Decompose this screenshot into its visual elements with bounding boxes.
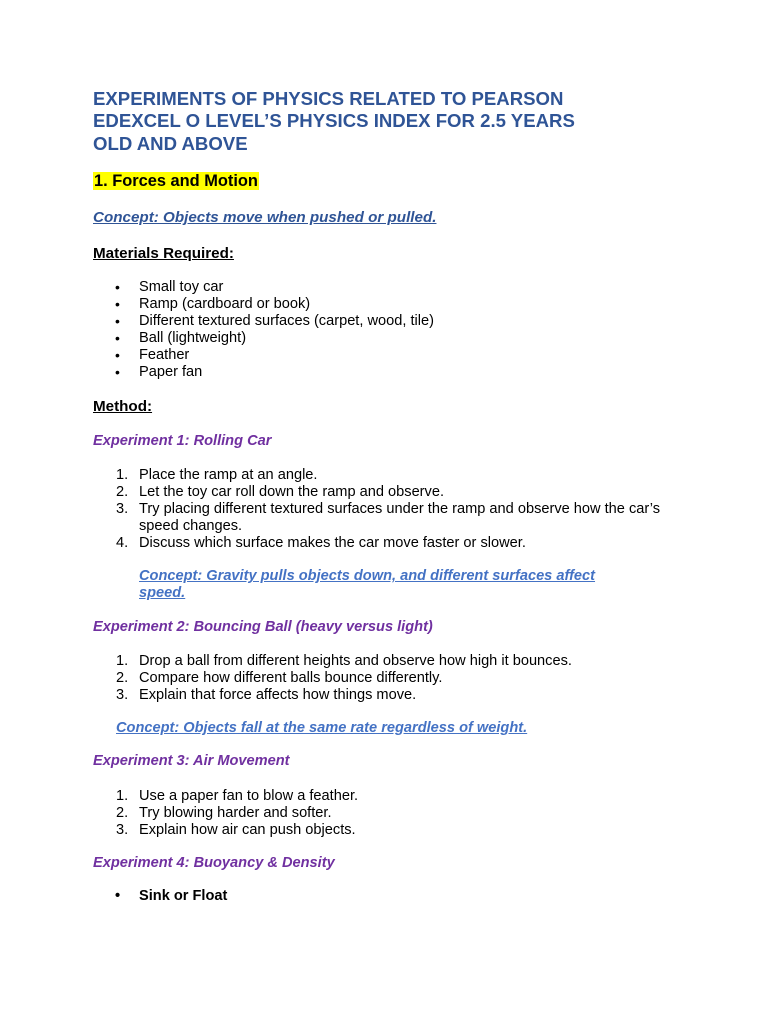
step-text: Discuss which surface makes the car move faster or slower. [139,534,526,551]
step-number: 1. [116,653,129,669]
experiment-1-steps [93,467,673,552]
step-text: Drop a ball from different heights and observe how high it bounces. [139,653,572,669]
step-number: 2. [116,804,129,821]
list-item [93,313,434,330]
step-number: 4. [116,534,129,551]
document-title-line-1: EXPERIMENTS OF PHYSICS RELATED TO PEARSON [93,88,564,109]
step-number: 2. [116,483,129,500]
step-number: 3. [116,500,129,517]
list-item [93,347,434,364]
step-number: 1. [116,788,129,804]
step-item [93,687,673,704]
section-heading-highlight: 1. Forces and Motion [94,172,258,190]
step-text: Try blowing harder and softer. [139,804,332,821]
experiment-2-title: Experiment 2: Bouncing Ball (heavy versus light) [93,619,433,635]
experiment-2-concept: Concept: Objects fall at the same rate regardless of weight. [116,720,528,736]
step-text: Try placing different textured surfaces under the ramp and observe how the car’s speed changes. [139,500,661,534]
document-title-line-3: OLD AND ABOVE [93,132,248,154]
bullet-icon: • [115,312,120,329]
document-title [93,88,693,155]
step-number: 2. [116,669,129,686]
step-item [93,467,673,484]
experiment-3-steps [93,788,673,839]
step-item [93,822,673,839]
section-concept: Concept: Objects move when pushed or pulled. [93,209,437,226]
list-item [93,296,434,313]
list-item-text: Ball (lightweight) [139,329,247,346]
step-text: Place the ramp at an angle. [139,467,318,483]
experiment-2-steps [93,653,673,704]
materials-list [93,279,434,380]
list-item-text: Small toy car [139,279,224,295]
bullet-icon: • [115,346,120,363]
step-number: 3. [116,821,129,838]
list-item-text: Feather [139,346,190,363]
document-title-line-2: EDEXCEL O LEVEL’S PHYSICS INDEX FOR 2.5 YEARS [93,110,575,132]
step-item [93,535,673,552]
step-text: Explain that force affects how things move. [139,686,417,703]
list-item-text: Ramp (cardboard or book) [139,295,311,312]
experiment-3-title: Experiment 3: Air Movement [93,753,290,769]
bullet-icon: • [115,888,121,904]
bullet-icon: • [115,363,120,380]
bullet-icon: • [115,329,120,346]
step-text: Explain how air can push objects. [139,821,356,838]
step-item [93,670,673,687]
list-item [93,364,434,381]
list-item-text: Sink or Float [139,888,228,904]
step-number: 1. [116,467,129,483]
method-heading: Method: [93,398,153,415]
list-item [93,330,434,347]
list-item [93,279,434,296]
step-text: Use a paper fan to blow a feather. [139,788,359,804]
step-text: Compare how different balls bounce differently. [139,669,443,686]
step-item [93,484,673,501]
step-item [93,788,673,805]
experiment-4-title: Experiment 4: Buoyancy & Density [93,855,335,871]
experiment-4-list [93,888,227,905]
list-item-text: Paper fan [139,363,203,380]
step-text: Let the toy car roll down the ramp and observe. [139,483,445,500]
materials-heading: Materials Required: [93,245,234,262]
step-item [93,805,673,822]
list-item-text: Different textured surfaces (carpet, wood, tile) [139,312,434,329]
list-item [93,888,227,905]
step-item [93,653,673,670]
bullet-icon: • [115,295,120,312]
step-item [93,501,673,535]
bullet-icon: • [115,279,120,295]
step-number: 3. [116,686,129,703]
experiment-1-concept: Concept: Gravity pulls objects down, and different surfaces affect speed. [139,568,596,601]
experiment-1-title: Experiment 1: Rolling Car [93,433,272,449]
section-heading [93,171,259,191]
